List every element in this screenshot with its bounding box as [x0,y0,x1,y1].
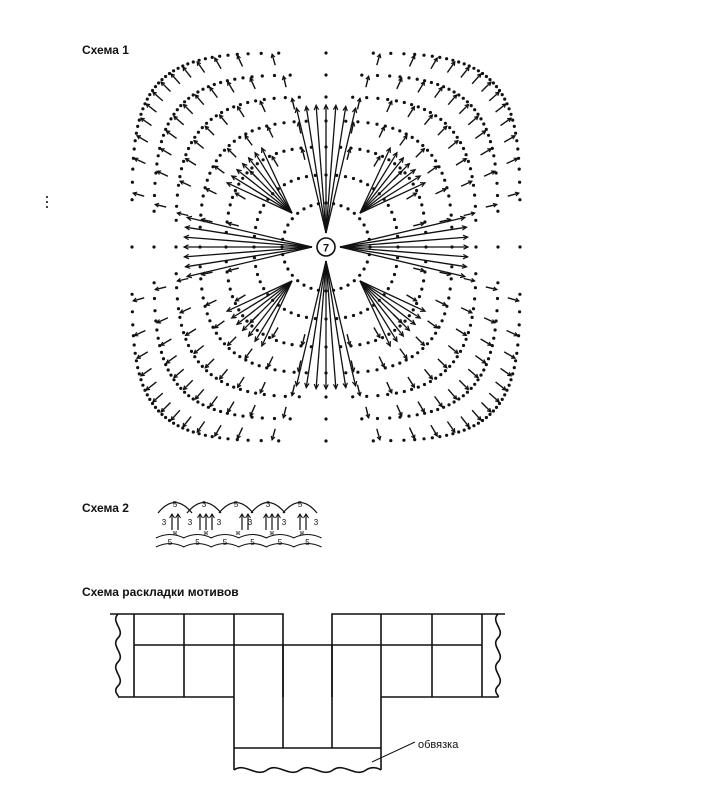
scheme-1-title: Схема 1 [82,43,129,57]
top-arch-count: 5 [172,500,178,509]
layout-outer-frame [110,614,505,697]
mid-row-count: 3 [281,518,287,527]
stitch-mark: ж [299,530,305,537]
mid-row-count: 3 [313,518,319,527]
layout-left-edging [116,614,121,697]
motif-layout-title: Схема раскладки мотивов [82,585,239,599]
stitch-mark: ж [172,530,178,537]
bottom-arch-count: 5 [250,538,255,547]
stitch-mark: ж [203,530,209,537]
mid-row-count: 3 [216,518,222,527]
top-arch-count: 5 [233,500,239,509]
bottom-arch-count: 5 [222,538,228,547]
top-arch-count: 3 [265,500,271,509]
center-ring-count: 7 [322,242,330,255]
top-arch-count: 5 [297,500,303,509]
mid-row-count: 3 [161,518,167,527]
bottom-arch-count: 5 [195,538,200,547]
bottom-arch-count: 5 [277,538,283,547]
edging-label: обвязка [418,739,459,751]
mid-row-count: 3 [187,518,193,527]
stitch-mark: ж [269,530,275,537]
layout-bottom-edging [234,768,381,773]
bottom-arch-count: 5 [167,538,173,547]
top-arch-count: 3 [201,500,207,509]
layout-right-edging [496,614,501,697]
scheme-2-title: Схема 2 [82,501,129,515]
stitch-mark: ж [235,530,241,537]
edging-pointer-line [372,742,415,762]
mid-row-count: 3 [247,518,253,527]
bottom-arch-count: 5 [305,538,310,547]
